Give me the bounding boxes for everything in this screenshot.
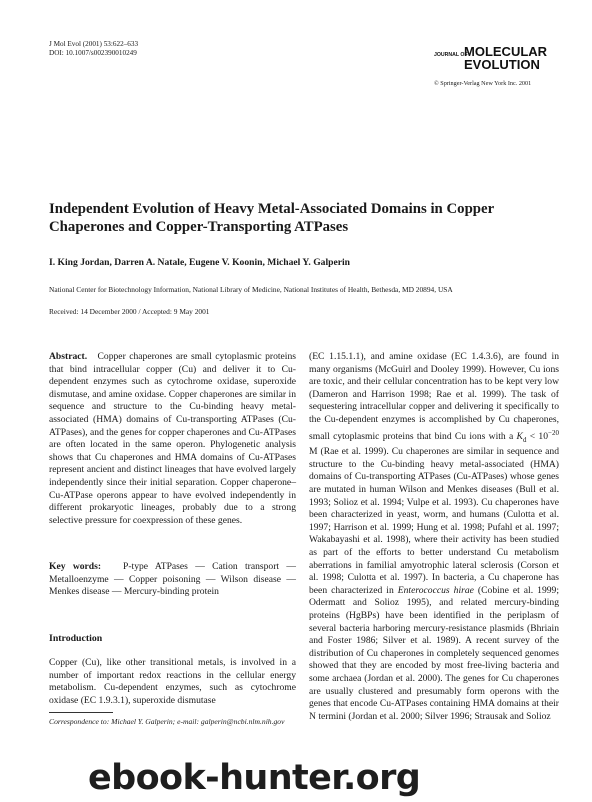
kd-exponent: −20 <box>548 428 559 437</box>
kd-symbol: K <box>516 430 523 442</box>
keywords-label: Key words: <box>49 561 102 572</box>
kd-value: < 10 <box>526 430 549 442</box>
introduction-paragraph: Copper (Cu), like other transitional metals, is involved in a number of important redox reactions in the cellular energy metabolism. Cu-dependent enzymes, such as cytochrome oxidase (EC 1.9.3.1), superoxide dismutase <box>49 657 296 706</box>
footnote-rule <box>49 712 113 713</box>
journal-citation-block <box>49 40 138 58</box>
section-heading-introduction: Introduction <box>49 633 103 644</box>
kd-subscript: d <box>522 435 527 444</box>
abstract <box>49 351 296 527</box>
kd-unit: M <box>309 446 318 458</box>
footnote-text: Michael Y. Galperin; e-mail: galperin@ncbi.nlm.nih.gov <box>109 717 285 726</box>
journal-logo-mark <box>434 44 552 70</box>
logo-prefix: JOURNAL OF <box>434 52 468 58</box>
abstract-text: Copper chaperones are small cytoplasmic proteins that bind intracellular copper (Cu) and deliver it to Cu-dependent enzymes such as cytochrome oxidase, superoxide dismutase, and amine oxidase. Copper chaperones are similar in sequence and structure to the Cu-binding heavy metal-associated (HMA) domains of Cu-transporting ATPases (Cu-ATPases), and the genes for copper chaperones and Cu-ATPases are often located in the same operon. Phylogenetic analysis shows that Cu chaperones and HMA domains of Cu-ATPases represent ancient and distinct lineages that have evolved largely independently since their initial separation. Copper chaperone–Cu-ATPase operons appear to have evolved independently in different prokaryotic lineages, probably due to a strong selective pressure for coexpression of these genes. <box>49 351 296 526</box>
introduction-text <box>49 657 296 707</box>
logo-line2: EVOLUTION <box>464 57 540 70</box>
authors: I. King Jordan, Darren A. Natale, Eugene V. Koonin, Michael Y. Galperin <box>49 257 350 268</box>
journal-logo <box>434 44 552 70</box>
doi: DOI: 10.1007/s002390010249 <box>49 49 137 57</box>
abstract-label: Abstract. <box>49 351 88 362</box>
footnote-label: Correspondence to: <box>49 717 110 726</box>
article-title: Independent Evolution of Heavy Metal-Associated Domains in Copper Chaperones and Copper-Transporting ATPases <box>49 201 494 235</box>
journal-citation: J Mol Evol (2001) 53:622–633 <box>49 40 139 48</box>
keywords-text: P-type ATPases — Cation transport — Metalloenzyme — Copper poisoning — Wilson disease — Menkes disease — Mercury-binding protein <box>49 561 296 598</box>
right-text-part2: (Rae et al. 1999). Cu chaperones are similar in sequence and structure to the Cu-binding heavy metal-associated (HMA) domains of Cu-transporting ATPases (Cu-ATPases) whose genes are mutated in human Wilson and Menkes diseases (Bull et al. 1993; Solioz et al. 1994; Vulpe et al. 1993). Cu chaperones have been characterized in yeast, worm, and humans (Culotta et al. 1997; Harrison et al. 1999; Hung et al. 1998; Pufahl et al. 1997; Wakabayashi et al. 1998), where their activity has been studied as part of the efforts to better understand Cu metabolism aberrations in familial amyotrophic lateral sclerosis (Corson et al. 1998; Culotta et al. 1997). In bacteria, a Cu chaperone has been characterized in <box>309 446 559 596</box>
logo-line1: MOLECULAR <box>464 44 548 59</box>
correspondence-footnote <box>49 717 296 727</box>
species-name: Enterococcus hirae <box>397 584 474 596</box>
right-text-part3: (Cobine et al. 1999; Odermatt and Solioz 1995), and related mercury-binding proteins (HgBPs) have been identified in the periplasm of several bacteria harboring mercury-resistance plasmids (Bhriain and Foster 1986; Silver et al. 1989). A recent survey of the distribution of Cu chaperones in completely sequenced genomes showed that they are encoded by most free-living bacteria and some archaea (Jordan et al. 2000). The genes for Cu chaperones are usually clustered and presumably form operons with the genes that encode Cu-ATPases containing HMA domains at their N termini (Jordan et al. 2000; Silver 1996; Strausak and Solioz <box>309 584 559 722</box>
received-dates: Received: 14 December 2000 / Accepted: 9 May 2001 <box>49 307 210 316</box>
watermark: ebook-hunter.org <box>88 758 421 798</box>
copyright: © Springer-Verlag New York Inc. 2001 <box>434 80 532 87</box>
body-right-column <box>309 351 559 723</box>
right-text-part1: (EC 1.15.1.1), and amine oxidase (EC 1.4.3.6), are found in many organisms (McGuirl and Dooley 1999). However, Cu ions are toxic, and their cellular concentration has to be kept very low (Dameron and Harrison 1998; Rae et al. 1999). The task of sequestering intracellular copper and delivering it specifically to the Cu-dependent enzymes is accomplished by Cu chaperones, small cytoplasmic proteins that bind Cu ions with a <box>309 351 559 442</box>
keywords <box>49 561 296 599</box>
affiliation: National Center for Biotechnology Information, National Library of Medicine, National Institutes of Health, Bethesda, MD 20894, USA <box>49 285 453 294</box>
